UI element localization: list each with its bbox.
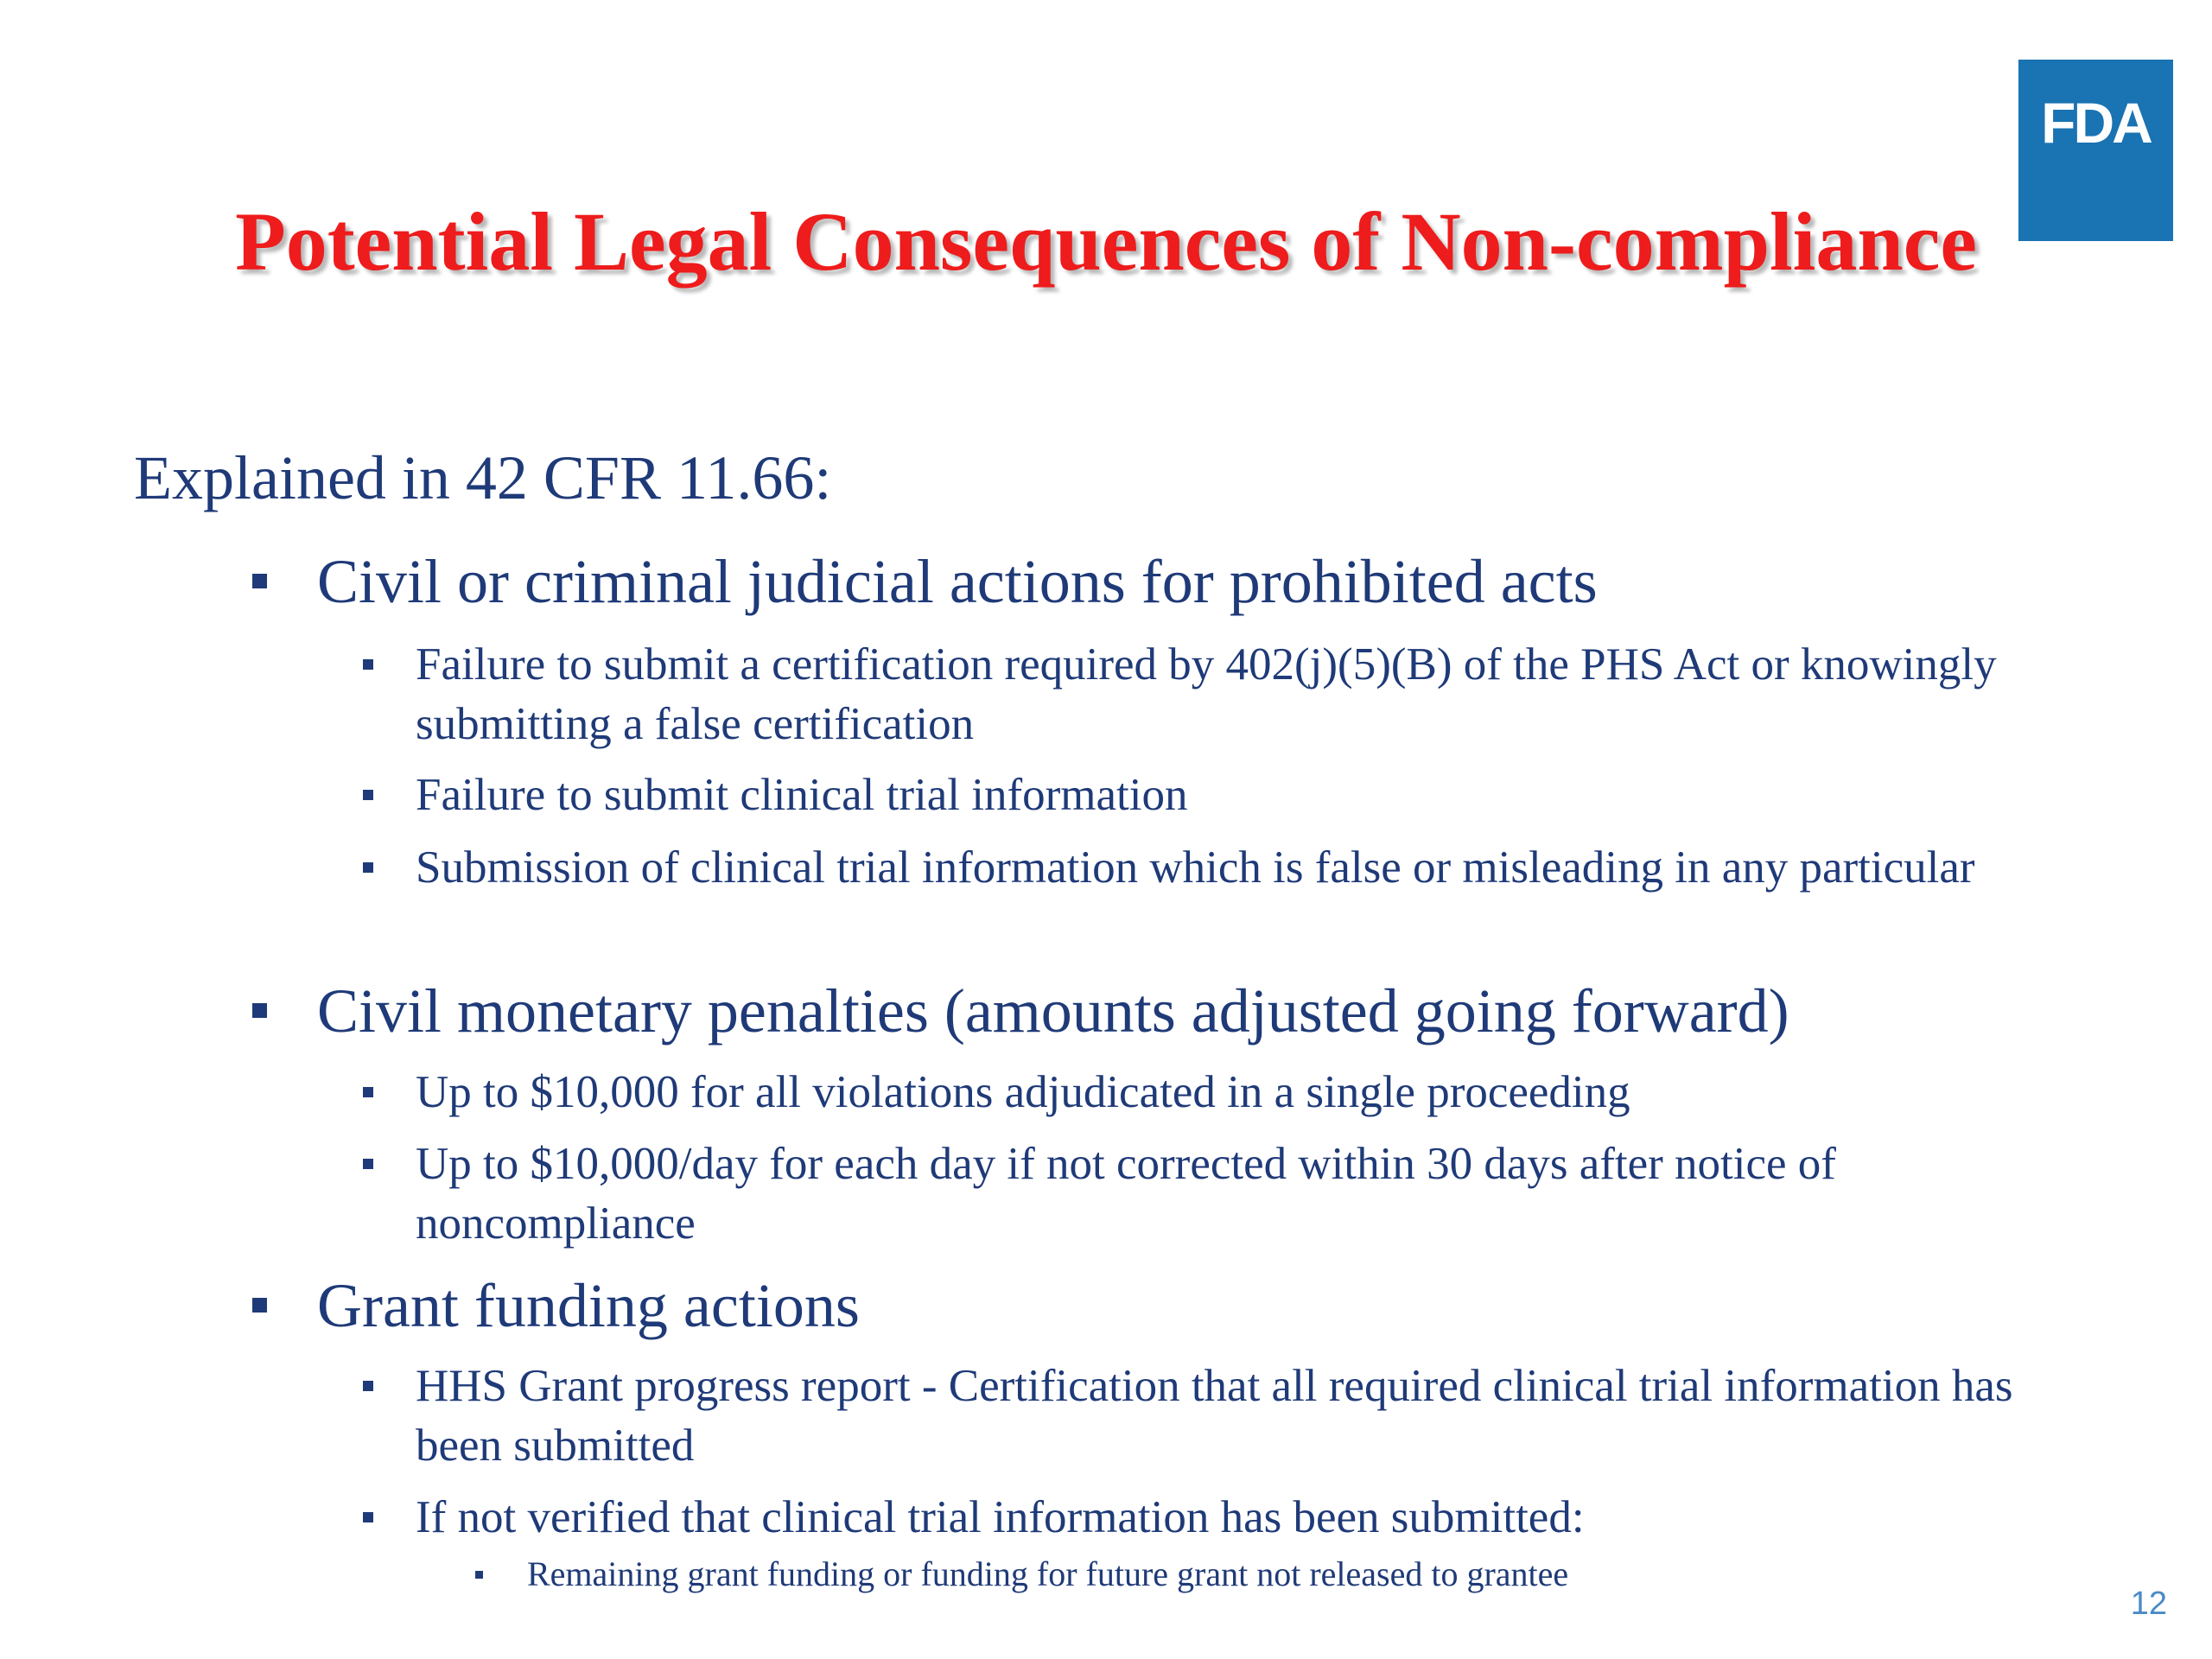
bullet-marker xyxy=(363,1381,373,1391)
list-item-text: Failure to submit clinical trial information xyxy=(416,770,1188,820)
sub-list-item xyxy=(475,1552,2031,1597)
bullet-marker xyxy=(363,790,373,800)
list-item-text: Failure to submit a certification required by 402(j)(5)(B) of the PHS Act or knowingly submitting a false certification xyxy=(416,639,1997,749)
slide-title: Potential Legal Consequences of Non-compliance xyxy=(235,195,1977,288)
list-item xyxy=(363,1135,2108,1254)
section-heading-text: Civil or criminal judicial actions for prohibited acts xyxy=(317,547,1598,616)
bullet-marker xyxy=(252,1003,267,1018)
bullet-marker xyxy=(363,1159,373,1169)
list-item-text: Submission of clinical trial information which is false or misleading in any particular xyxy=(416,842,1975,893)
bullet-marker xyxy=(363,1087,373,1097)
list-item xyxy=(363,1063,2108,1122)
page-number: 12 xyxy=(2130,1586,2167,1622)
bullet-marker xyxy=(363,862,373,873)
list-item xyxy=(363,838,2108,898)
bullet-marker xyxy=(363,1512,373,1522)
list-item-text: Up to $10,000 for all violations adjudicated in a single proceeding xyxy=(416,1067,1630,1117)
section-heading-text: Civil monetary penalties (amounts adjusted going forward) xyxy=(317,976,1789,1046)
list-item xyxy=(363,1357,2108,1476)
section-heading-text: Grant funding actions xyxy=(317,1271,860,1340)
fda-logo-text: FDA xyxy=(2041,91,2151,155)
bullet-marker xyxy=(475,1571,483,1579)
intro-text: Explained in 42 CFR 11.66: xyxy=(134,443,832,512)
list-item-text: Up to $10,000/day for each day if not corrected within 30 days after notice of noncompliance xyxy=(416,1139,1836,1249)
list-item xyxy=(363,766,2108,825)
list-item-text: HHS Grant progress report - Certification that all required clinical trial information has been submitted xyxy=(416,1361,2013,1471)
list-item-text: If not verified that clinical trial information has been submitted: xyxy=(416,1492,1585,1542)
bullet-marker xyxy=(252,1298,267,1313)
sub-list-item-text: Remaining grant funding or funding for future grant not released to grantee xyxy=(527,1554,1569,1593)
list-item xyxy=(363,635,2108,754)
bullet-marker xyxy=(363,659,373,670)
list-item xyxy=(363,1488,2108,1548)
bullet-marker xyxy=(252,574,267,588)
